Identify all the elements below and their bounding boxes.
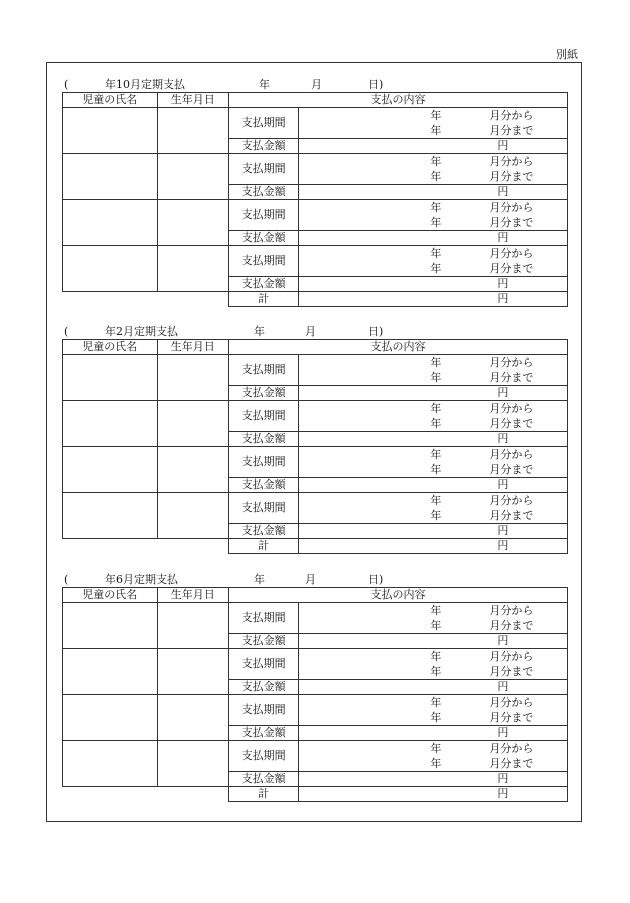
to-year: 年 — [430, 757, 442, 770]
to-year: 年 — [430, 371, 442, 384]
total-blank-name — [63, 292, 158, 307]
period-to-line — [299, 370, 567, 385]
period-to-line — [299, 618, 567, 633]
child-name-cell[interactable] — [63, 154, 158, 200]
period-cell[interactable] — [299, 108, 568, 139]
amount-label: 支払金額 — [228, 139, 298, 154]
amount-label: 支払金額 — [228, 726, 298, 741]
total-blank-birth — [157, 539, 228, 554]
period-label: 支払期間 — [228, 355, 298, 386]
birth-date-cell[interactable] — [157, 200, 228, 246]
period-row — [63, 741, 568, 772]
period-row — [63, 401, 568, 432]
period-cell[interactable] — [299, 695, 568, 726]
amount-unit: 円 — [497, 524, 509, 537]
child-name-cell[interactable] — [63, 695, 158, 741]
from-month: 月分から — [489, 604, 534, 617]
to-year: 年 — [430, 216, 442, 229]
attachment-label: 別紙 — [556, 48, 578, 61]
period-from-line — [299, 603, 567, 618]
child-name-cell[interactable] — [63, 649, 158, 695]
payment-section — [62, 325, 568, 554]
period-label: 支払期間 — [228, 447, 298, 478]
from-year: 年 — [430, 650, 442, 663]
child-name-cell[interactable] — [63, 401, 158, 447]
from-year: 年 — [430, 155, 442, 168]
period-row — [63, 695, 568, 726]
from-month: 月分から — [489, 448, 534, 461]
payment-table — [62, 587, 568, 802]
header-title: 年10月定期支払 — [105, 78, 185, 91]
birth-date-cell[interactable] — [157, 355, 228, 401]
total-label: 計 — [228, 787, 298, 802]
total-blank-birth — [157, 292, 228, 307]
child-name-cell[interactable] — [63, 741, 158, 787]
birth-date-cell[interactable] — [157, 695, 228, 741]
period-to-line — [299, 508, 567, 523]
period-label: 支払期間 — [228, 493, 298, 524]
birth-date-cell[interactable] — [157, 246, 228, 292]
amount-label: 支払金額 — [228, 772, 298, 787]
header-day: 日) — [368, 325, 384, 338]
birth-date-cell[interactable] — [157, 154, 228, 200]
to-year: 年 — [430, 124, 442, 137]
period-from-line — [299, 355, 567, 370]
period-from-line — [299, 108, 567, 123]
amount-label: 支払金額 — [228, 524, 298, 539]
amount-label: 支払金額 — [228, 185, 298, 200]
column-header-content: 支払の内容 — [228, 93, 567, 108]
period-label: 支払期間 — [228, 401, 298, 432]
column-header-content: 支払の内容 — [228, 340, 567, 355]
period-label: 支払期間 — [228, 649, 298, 680]
period-row — [63, 649, 568, 680]
period-to-line — [299, 215, 567, 230]
amount-cell[interactable] — [299, 772, 568, 787]
period-cell[interactable] — [299, 401, 568, 432]
period-from-line — [299, 695, 567, 710]
from-month: 月分から — [489, 109, 534, 122]
amount-cell[interactable] — [299, 386, 568, 401]
header-year: 年 — [254, 573, 265, 586]
from-month: 月分から — [489, 402, 534, 415]
column-header-birth: 生年月日 — [157, 93, 228, 108]
header-open-paren: ( — [64, 78, 69, 91]
from-year: 年 — [430, 402, 442, 415]
from-year: 年 — [430, 356, 442, 369]
to-month: 月分まで — [489, 757, 534, 770]
to-year: 年 — [430, 463, 442, 476]
column-header-name: 児童の氏名 — [63, 93, 158, 108]
total-label: 計 — [228, 292, 298, 307]
child-name-cell[interactable] — [63, 603, 158, 649]
birth-date-cell[interactable] — [157, 401, 228, 447]
payment-section — [62, 573, 568, 802]
period-row — [63, 447, 568, 478]
column-header-birth: 生年月日 — [157, 588, 228, 603]
birth-date-cell[interactable] — [157, 493, 228, 539]
period-row — [63, 493, 568, 524]
amount-unit: 円 — [497, 231, 509, 244]
column-header-name: 児童の氏名 — [63, 340, 158, 355]
period-cell[interactable] — [299, 603, 568, 634]
total-unit: 円 — [497, 292, 509, 305]
child-name-cell[interactable] — [63, 246, 158, 292]
period-cell[interactable] — [299, 200, 568, 231]
birth-date-cell[interactable] — [157, 108, 228, 154]
header-open-paren: ( — [64, 325, 69, 338]
period-to-line — [299, 664, 567, 679]
section-header — [62, 325, 568, 339]
period-row — [63, 200, 568, 231]
total-row — [63, 539, 568, 554]
child-name-cell[interactable] — [63, 108, 158, 154]
period-from-line — [299, 154, 567, 169]
from-month: 月分から — [489, 201, 534, 214]
from-year: 年 — [430, 201, 442, 214]
period-from-line — [299, 741, 567, 756]
period-to-line — [299, 261, 567, 276]
from-year: 年 — [430, 494, 442, 507]
period-label: 支払期間 — [228, 695, 298, 726]
column-header-name: 児童の氏名 — [63, 588, 158, 603]
table-header-row — [63, 588, 568, 603]
total-row — [63, 787, 568, 802]
child-name-cell[interactable] — [63, 447, 158, 493]
period-to-line — [299, 416, 567, 431]
birth-date-cell[interactable] — [157, 447, 228, 493]
column-header-content: 支払の内容 — [228, 588, 567, 603]
from-year: 年 — [430, 247, 442, 260]
period-row — [63, 154, 568, 185]
period-to-line — [299, 123, 567, 138]
amount-unit: 円 — [497, 386, 509, 399]
from-year: 年 — [430, 696, 442, 709]
amount-cell[interactable] — [299, 680, 568, 695]
period-from-line — [299, 493, 567, 508]
total-label: 計 — [228, 539, 298, 554]
amount-unit: 円 — [497, 185, 509, 198]
from-month: 月分から — [489, 356, 534, 369]
period-cell[interactable] — [299, 355, 568, 386]
total-row — [63, 292, 568, 307]
to-month: 月分まで — [489, 170, 534, 183]
to-year: 年 — [430, 262, 442, 275]
amount-label: 支払金額 — [228, 386, 298, 401]
amount-unit: 円 — [497, 277, 509, 290]
header-day: 日) — [368, 78, 384, 91]
from-month: 月分から — [489, 696, 534, 709]
header-day: 日) — [368, 573, 384, 586]
section-header — [62, 78, 568, 92]
period-label: 支払期間 — [228, 603, 298, 634]
child-name-cell[interactable] — [63, 200, 158, 246]
total-amount-cell[interactable] — [299, 787, 568, 802]
from-month: 月分から — [489, 742, 534, 755]
from-month: 月分から — [489, 155, 534, 168]
period-cell[interactable] — [299, 154, 568, 185]
period-to-line — [299, 756, 567, 771]
period-from-line — [299, 200, 567, 215]
payment-table — [62, 339, 568, 554]
to-month: 月分まで — [489, 262, 534, 275]
from-month: 月分から — [489, 650, 534, 663]
period-from-line — [299, 447, 567, 462]
amount-cell[interactable] — [299, 634, 568, 649]
amount-label: 支払金額 — [228, 478, 298, 493]
amount-unit: 円 — [497, 772, 509, 785]
child-name-cell[interactable] — [63, 355, 158, 401]
payment-section — [62, 78, 568, 307]
from-month: 月分から — [489, 494, 534, 507]
to-month: 月分まで — [489, 509, 534, 522]
column-header-birth: 生年月日 — [157, 340, 228, 355]
amount-label: 支払金額 — [228, 231, 298, 246]
header-month: 月 — [305, 573, 316, 586]
period-row — [63, 246, 568, 277]
amount-label: 支払金額 — [228, 277, 298, 292]
to-year: 年 — [430, 665, 442, 678]
from-year: 年 — [430, 742, 442, 755]
period-row — [63, 603, 568, 634]
to-year: 年 — [430, 619, 442, 632]
to-month: 月分まで — [489, 124, 534, 137]
period-label: 支払期間 — [228, 154, 298, 185]
amount-cell[interactable] — [299, 277, 568, 292]
period-label: 支払期間 — [228, 246, 298, 277]
to-month: 月分まで — [489, 371, 534, 384]
amount-unit: 円 — [497, 680, 509, 693]
total-blank-birth — [157, 787, 228, 802]
period-from-line — [299, 401, 567, 416]
to-year: 年 — [430, 711, 442, 724]
amount-cell[interactable] — [299, 524, 568, 539]
birth-date-cell[interactable] — [157, 649, 228, 695]
amount-cell[interactable] — [299, 231, 568, 246]
birth-date-cell[interactable] — [157, 741, 228, 787]
header-title: 年6月定期支払 — [105, 573, 178, 586]
header-month: 月 — [305, 325, 316, 338]
to-month: 月分まで — [489, 665, 534, 678]
period-cell[interactable] — [299, 246, 568, 277]
period-label: 支払期間 — [228, 741, 298, 772]
to-month: 月分まで — [489, 619, 534, 632]
from-year: 年 — [430, 109, 442, 122]
header-year: 年 — [254, 325, 265, 338]
header-open-paren: ( — [64, 573, 69, 586]
total-amount-cell[interactable] — [299, 292, 568, 307]
header-title: 年2月定期支払 — [105, 325, 178, 338]
period-cell[interactable] — [299, 447, 568, 478]
section-header — [62, 573, 568, 587]
period-row — [63, 108, 568, 139]
amount-unit: 円 — [497, 726, 509, 739]
period-to-line — [299, 462, 567, 477]
period-from-line — [299, 246, 567, 261]
period-cell[interactable] — [299, 649, 568, 680]
from-year: 年 — [430, 448, 442, 461]
child-name-cell[interactable] — [63, 493, 158, 539]
payment-table — [62, 92, 568, 307]
total-amount-cell[interactable] — [299, 539, 568, 554]
to-month: 月分まで — [489, 216, 534, 229]
table-header-row — [63, 340, 568, 355]
amount-unit: 円 — [497, 478, 509, 491]
from-year: 年 — [430, 604, 442, 617]
to-year: 年 — [430, 509, 442, 522]
birth-date-cell[interactable] — [157, 603, 228, 649]
amount-label: 支払金額 — [228, 680, 298, 695]
to-year: 年 — [430, 417, 442, 430]
amount-label: 支払金額 — [228, 432, 298, 447]
total-blank-name — [63, 539, 158, 554]
amount-unit: 円 — [497, 432, 509, 445]
period-label: 支払期間 — [228, 108, 298, 139]
to-month: 月分まで — [489, 711, 534, 724]
amount-unit: 円 — [497, 139, 509, 152]
table-header-row — [63, 93, 568, 108]
amount-label: 支払金額 — [228, 634, 298, 649]
period-to-line — [299, 710, 567, 725]
amount-cell[interactable] — [299, 478, 568, 493]
amount-cell[interactable] — [299, 432, 568, 447]
header-month: 月 — [311, 78, 322, 91]
amount-cell[interactable] — [299, 185, 568, 200]
amount-unit: 円 — [497, 634, 509, 647]
period-label: 支払期間 — [228, 200, 298, 231]
total-unit: 円 — [497, 787, 509, 800]
total-blank-name — [63, 787, 158, 802]
amount-cell[interactable] — [299, 139, 568, 154]
amount-cell[interactable] — [299, 726, 568, 741]
to-year: 年 — [430, 170, 442, 183]
to-month: 月分まで — [489, 417, 534, 430]
to-month: 月分まで — [489, 463, 534, 476]
period-cell[interactable] — [299, 741, 568, 772]
header-year: 年 — [259, 78, 270, 91]
period-from-line — [299, 649, 567, 664]
period-cell[interactable] — [299, 493, 568, 524]
total-unit: 円 — [497, 539, 509, 552]
period-row — [63, 355, 568, 386]
from-month: 月分から — [489, 247, 534, 260]
period-to-line — [299, 169, 567, 184]
